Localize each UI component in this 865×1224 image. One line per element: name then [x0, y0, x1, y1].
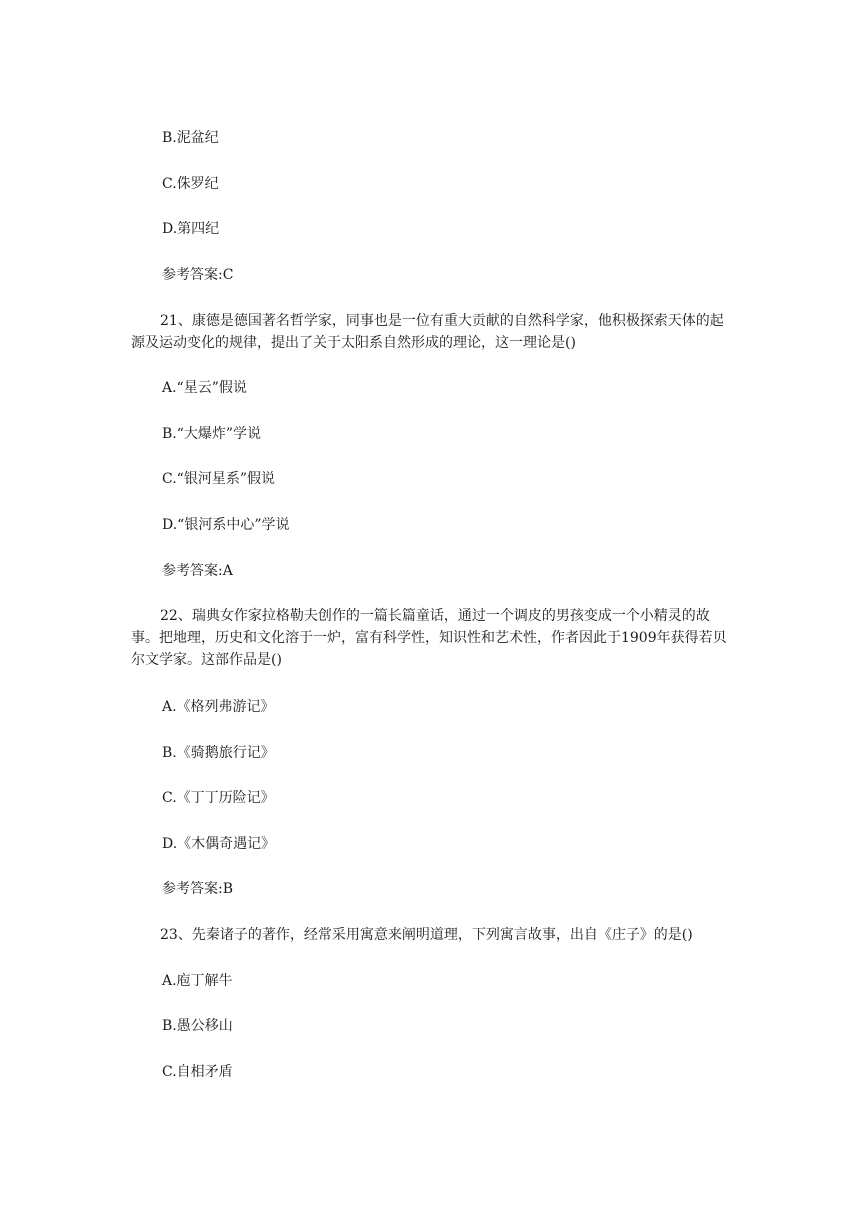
- option-d-quaternary: D.第四纪: [162, 221, 220, 237]
- q23-option-a: A.庖丁解牛: [162, 973, 233, 989]
- question-23: 23、先秦诸子的著作，经常采用寓意来阐明道理，下列寓言故事，出自《庄子》的是(): [160, 927, 693, 943]
- q23-option-b: B.愚公移山: [162, 1018, 233, 1034]
- option-c-jurassic: C.侏罗纪: [162, 176, 219, 192]
- question-21: 21、康德是德国著名哲学家，同事也是一位有重大贡献的自然科学家，他积极探索天体的起源及运动变化的规律，提出了关于太阳系自然形成的理论，这一理论是(): [131, 313, 724, 351]
- q22-option-c: C.《丁丁历险记》: [162, 790, 275, 806]
- answer-22: 参考答案:B: [162, 881, 234, 897]
- answer-21: 参考答案:A: [162, 563, 233, 579]
- q21-option-b: B.“大爆炸”学说: [162, 426, 262, 442]
- q22-option-a: A.《格列弗游记》: [162, 699, 275, 715]
- q23-option-c: C.自相矛盾: [162, 1064, 233, 1080]
- q21-option-c: C.“银河星系”假说: [162, 471, 275, 487]
- q22-option-b: B.《骑鹅旅行记》: [162, 745, 275, 761]
- answer-20: 参考答案:C: [162, 267, 234, 283]
- q21-option-d: D.“银河系中心”学说: [162, 517, 290, 533]
- q21-option-a: A.“星云”假说: [162, 380, 247, 396]
- question-22: 22、瑞典女作家拉格勒夫创作的一篇长篇童话，通过一个调皮的男孩变成一个小精灵的故事。把地理，历史和文化溶于一炉，富有科学性，知识性和艺术性，作者因此于1909年获得若贝尔文学家。这部作品是(): [131, 608, 727, 668]
- q22-option-d: D.《木偶奇遇记》: [162, 836, 276, 852]
- option-b-devonian: B.泥盆纪: [162, 130, 219, 146]
